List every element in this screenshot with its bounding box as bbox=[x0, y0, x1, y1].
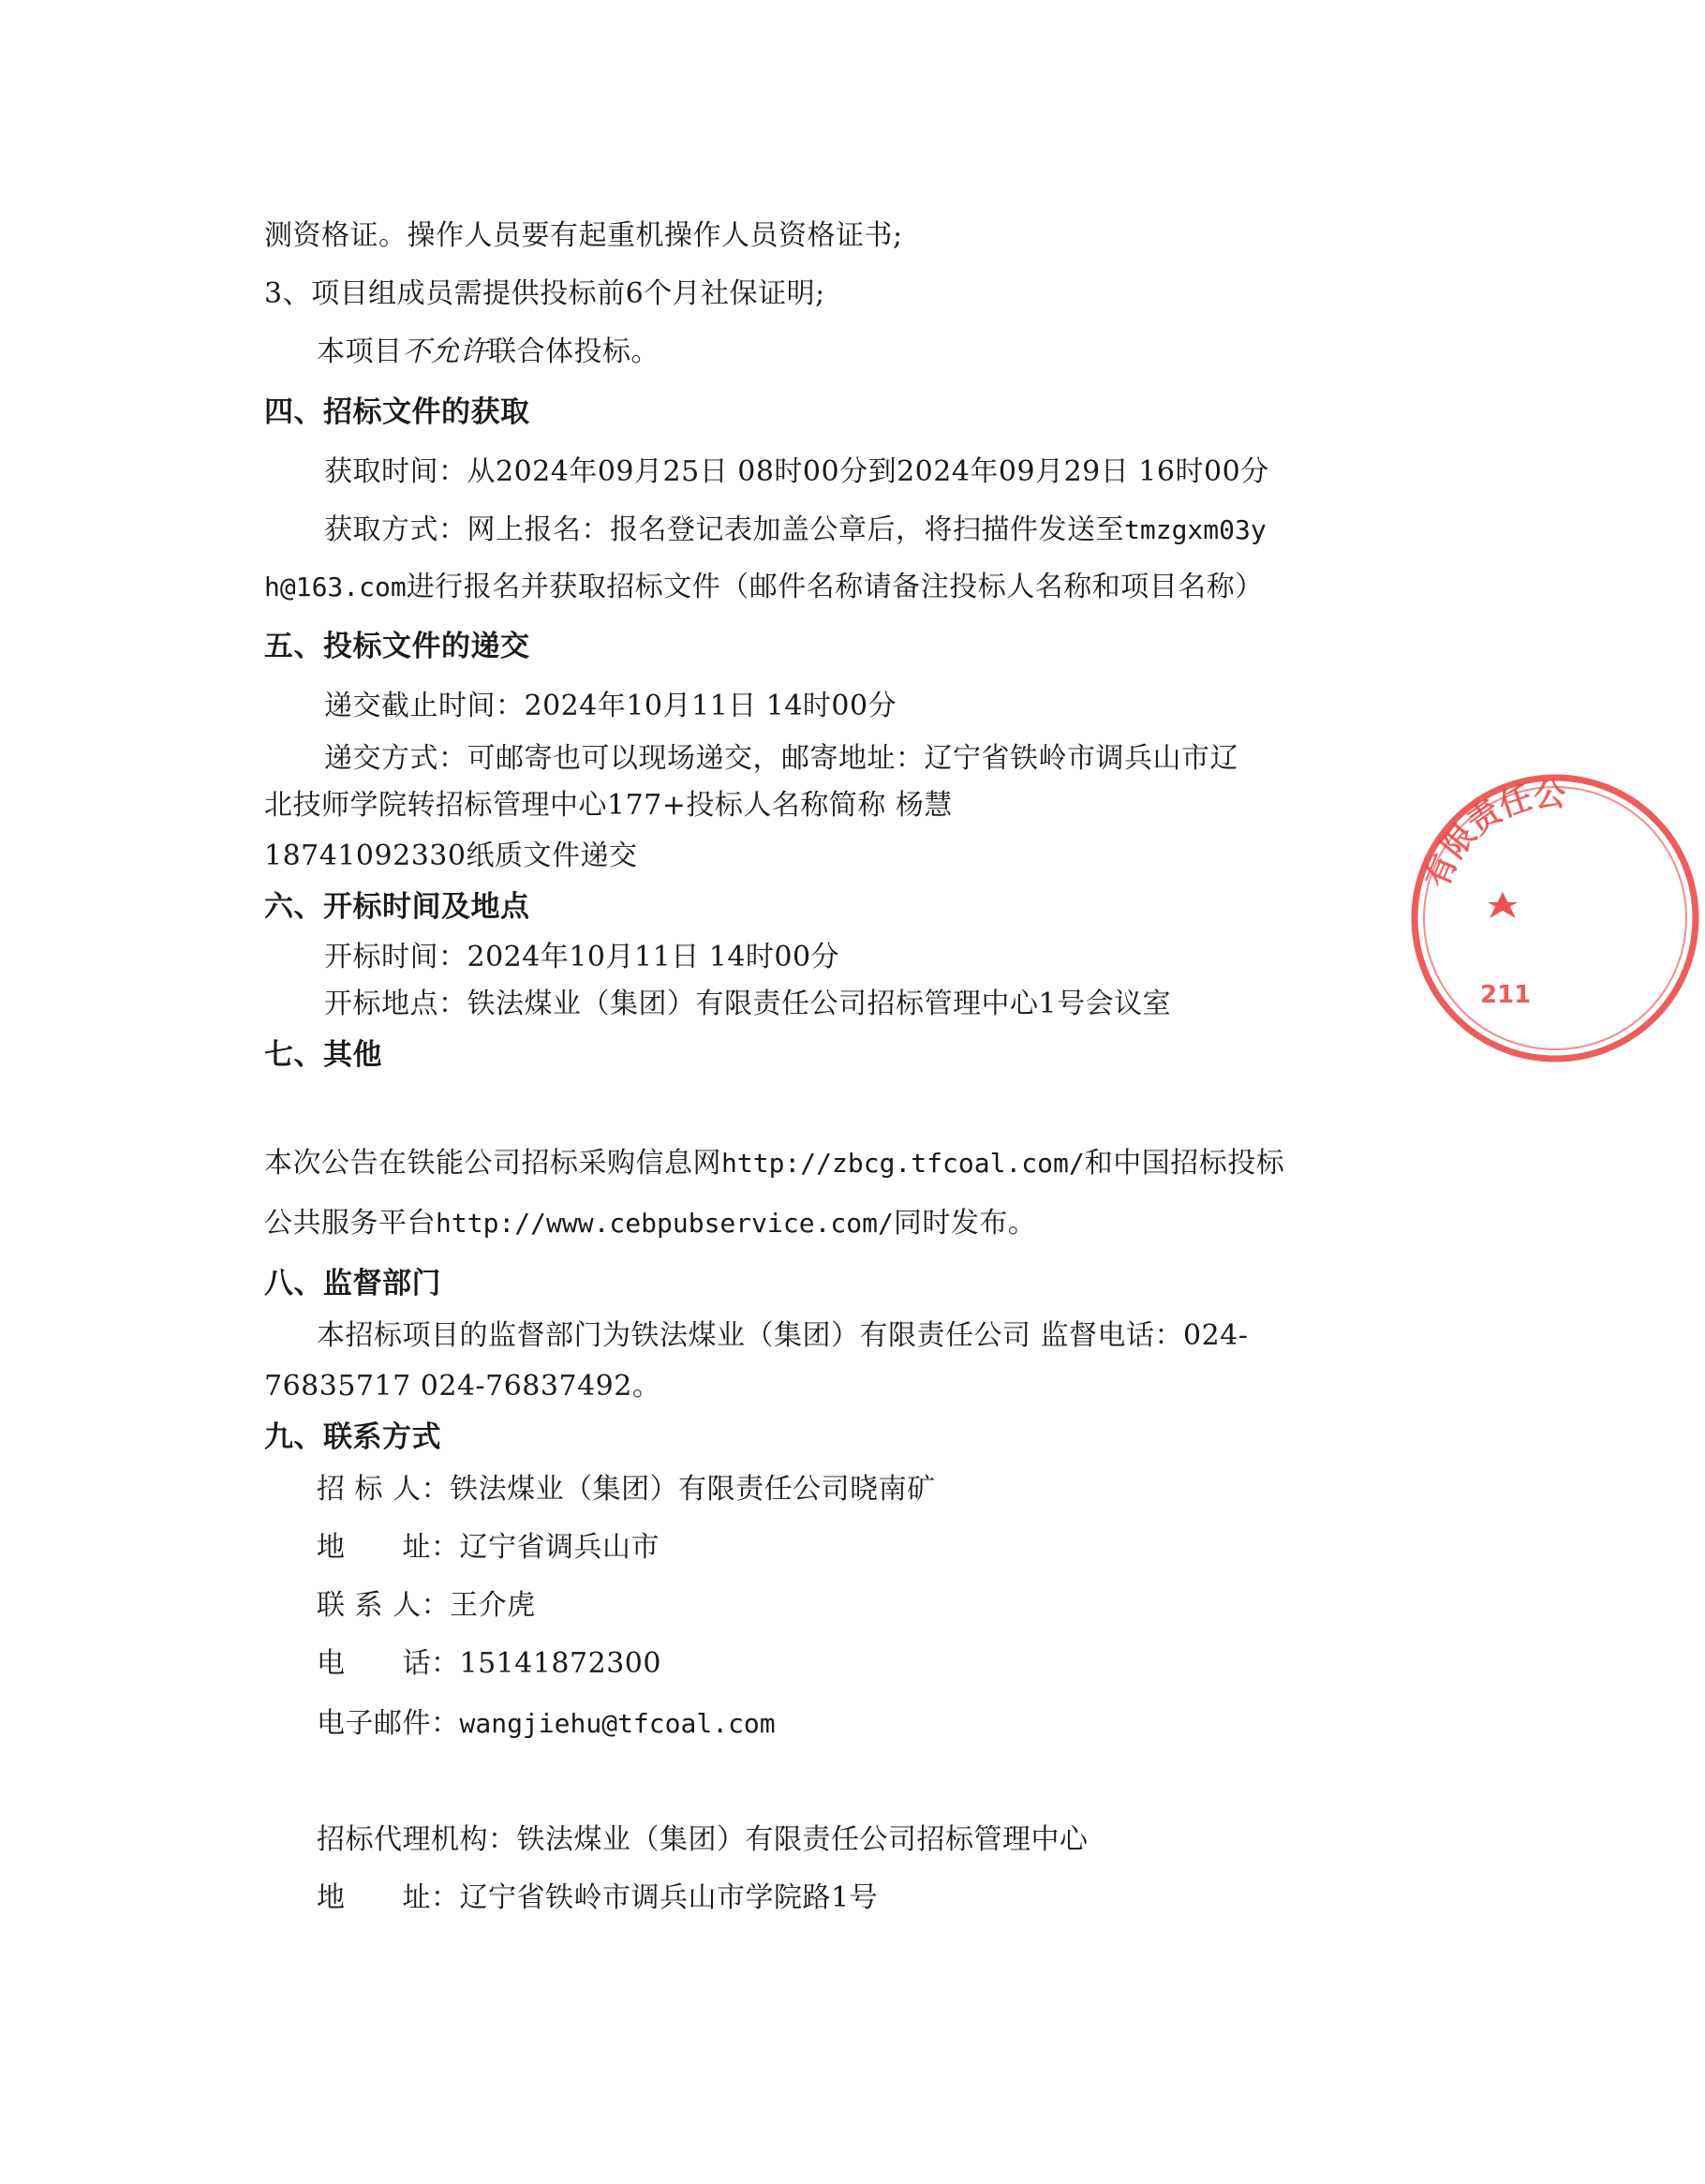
publication-line-2 bbox=[264, 1205, 1036, 1242]
address-label: 地 址： bbox=[317, 1531, 460, 1564]
submission-method-line-1: 递交方式：可邮寄也可以现场递交，邮寄地址：辽宁省铁岭市调兵山市辽 bbox=[324, 742, 1238, 775]
agency-label: 招标代理机构： bbox=[317, 1823, 517, 1856]
consortium-note-post: 联合体投标。 bbox=[488, 335, 660, 368]
acquisition-email-part-2: h@163.com bbox=[264, 572, 407, 602]
tenderer-value: 铁法煤业（集团）有限责任公司晓南矿 bbox=[450, 1473, 936, 1506]
submission-method-line-2: 北技师学院转招标管理中心177+投标人名称简称 杨慧 bbox=[264, 789, 953, 822]
agency bbox=[317, 1821, 1089, 1859]
contact-label: 联 系 人： bbox=[317, 1589, 451, 1622]
qualification-continued: 测资格证。操作人员要有起重机操作人员资格证书; bbox=[264, 219, 903, 252]
section-6-heading: 六、开标时间及地点 bbox=[264, 890, 530, 924]
seal-star-icon bbox=[1488, 892, 1518, 918]
agency-value: 铁法煤业（集团）有限责任公司招标管理中心 bbox=[516, 1823, 1089, 1856]
agency-address-label: 地 址： bbox=[317, 1881, 460, 1914]
phone-label: 电 话： bbox=[317, 1647, 460, 1680]
acquisition-email-part-1: tmzgxm03y bbox=[1124, 514, 1267, 545]
agency-address bbox=[317, 1879, 878, 1917]
opening-place: 开标地点：铁法煤业（集团）有限责任公司招标管理中心1号会议室 bbox=[324, 988, 1172, 1020]
phone-value: 15141872300 bbox=[459, 1647, 661, 1680]
section-8-heading: 八、监督部门 bbox=[264, 1267, 441, 1300]
section-9-heading: 九、联系方式 bbox=[264, 1420, 441, 1454]
seal-text: 有限责任公 bbox=[1417, 776, 1567, 894]
submission-method-line-3: 18741092330纸质文件递交 bbox=[264, 839, 638, 872]
agency-address-value: 辽宁省铁岭市调兵山市学院路1号 bbox=[459, 1881, 879, 1914]
tenderer-label: 招 标 人： bbox=[317, 1473, 451, 1506]
email-value[interactable]: wangjiehu@tfcoal.com bbox=[459, 1708, 776, 1739]
publication-url-2[interactable]: http://www.cebpubservice.com/ bbox=[436, 1208, 894, 1239]
acquisition-method-line-1 bbox=[324, 512, 1267, 549]
seal-number: 211 bbox=[1480, 981, 1532, 1009]
publication-text-2: 和中国招标投标 bbox=[1084, 1147, 1285, 1180]
contact-value: 王介虎 bbox=[450, 1589, 536, 1622]
section-4-heading: 四、招标文件的获取 bbox=[264, 395, 530, 429]
acquisition-method-rest: 进行报名并获取招标文件（邮件名称请备注投标人名称和项目名称） bbox=[406, 571, 1264, 603]
acquisition-method-line-2 bbox=[264, 569, 1264, 606]
publication-text-3: 公共服务平台 bbox=[264, 1207, 436, 1240]
email-label: 电子邮件： bbox=[317, 1707, 460, 1740]
section-5-heading: 五、投标文件的递交 bbox=[264, 630, 530, 663]
contact-tenderer bbox=[317, 1471, 936, 1508]
consortium-note-emphasis: 不允许 bbox=[402, 335, 488, 368]
submission-deadline: 递交截止时间：2024年10月11日 14时00分 bbox=[324, 690, 897, 722]
supervision-line-2: 76835717 024-76837492。 bbox=[264, 1370, 661, 1403]
contact-address bbox=[317, 1529, 660, 1567]
publication-url-1[interactable]: http://zbcg.tfcoal.com/ bbox=[721, 1148, 1085, 1179]
company-seal-stamp bbox=[1405, 768, 1705, 1068]
qualification-item-3: 3、项目组成员需提供投标前6个月社保证明; bbox=[264, 277, 825, 310]
contact-email bbox=[317, 1705, 776, 1743]
section-7-heading: 七、其他 bbox=[264, 1038, 382, 1072]
supervision-line-1: 本招标项目的监督部门为铁法煤业（集团）有限责任公司 监督电话：024- bbox=[317, 1319, 1249, 1352]
acquisition-time: 获取时间：从2024年09月25日 08时00分到2024年09月29日 16时00分 bbox=[324, 455, 1269, 488]
contact-person bbox=[317, 1587, 536, 1625]
consortium-note-pre: 本项目 bbox=[317, 335, 403, 368]
publication-text-4: 同时发布。 bbox=[893, 1207, 1037, 1240]
consortium-note bbox=[317, 334, 660, 371]
address-value: 辽宁省调兵山市 bbox=[459, 1531, 660, 1564]
publication-line-1 bbox=[264, 1145, 1284, 1182]
contact-phone bbox=[317, 1645, 661, 1683]
acquisition-method-text: 获取方式：网上报名：报名登记表加盖公章后，将扫描件发送至 bbox=[324, 513, 1124, 546]
opening-time: 开标时间：2024年10月11日 14时00分 bbox=[324, 941, 840, 973]
publication-text-1: 本次公告在铁能公司招标采购信息网 bbox=[264, 1147, 721, 1180]
